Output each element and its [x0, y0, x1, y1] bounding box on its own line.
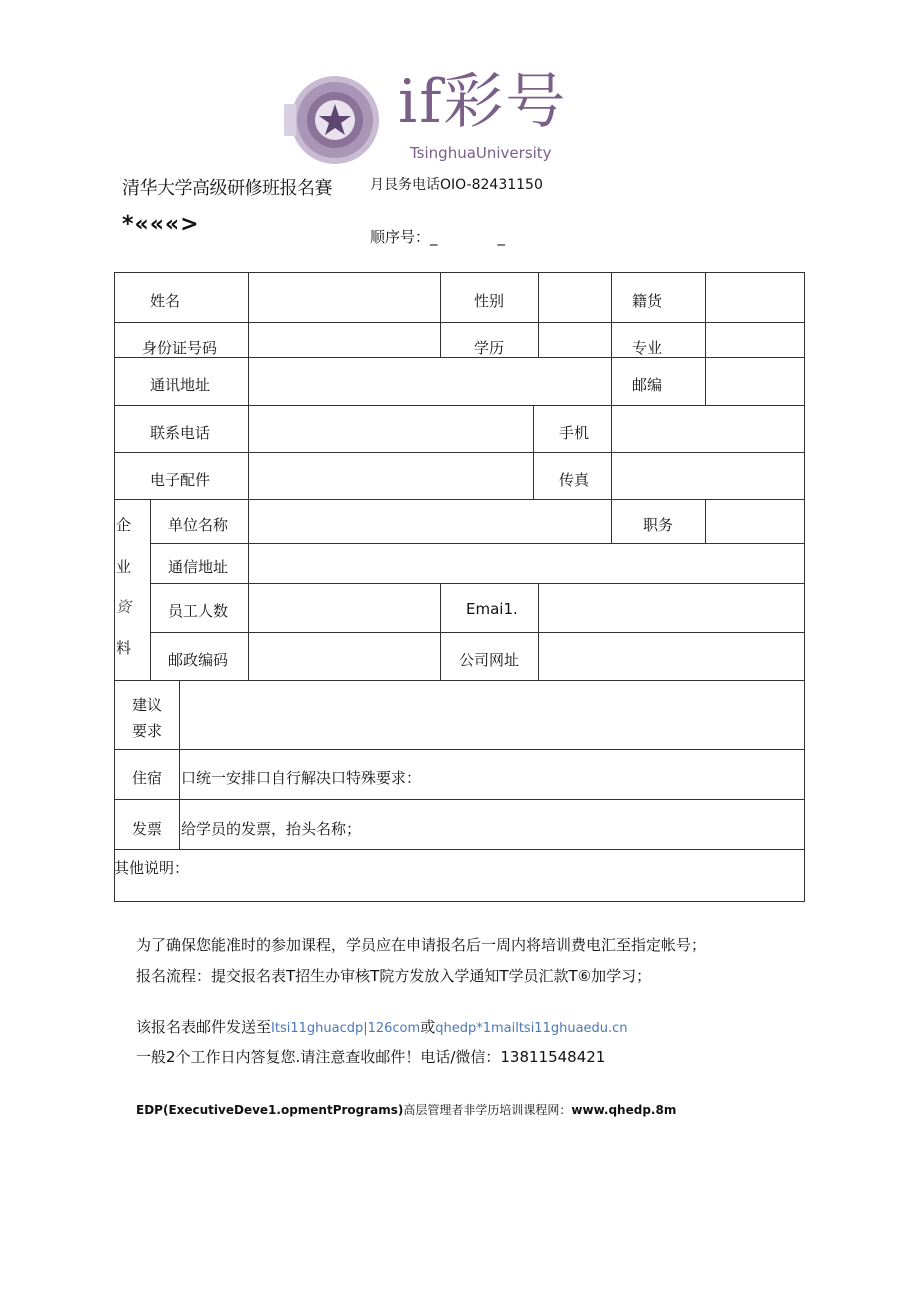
sequence-number — [370, 226, 505, 247]
postcode-label: 邮编 — [632, 376, 663, 394]
education-label: 学历 — [474, 339, 505, 357]
company-section-char-3: 资 — [116, 598, 132, 616]
company-section-char-1: 企 — [116, 516, 132, 534]
lodging-options: 口统一安排口自行解决口特殊要求： — [181, 769, 422, 787]
position-label: 职务 — [643, 516, 674, 534]
id-number-label: 身份证号码 — [142, 339, 218, 357]
company-email-label: Emai1. — [466, 600, 518, 618]
email-instruction — [136, 1016, 628, 1037]
reply-note: 一般2个工作日内答复您.请注意查收邮件！电话/微信：13811548421 — [136, 1048, 606, 1066]
email-instruction-prefix: 该报名表邮件发送至 — [136, 1018, 272, 1036]
invoice-text: 给学员的发票，抬头名称； — [181, 820, 362, 838]
gender-label: 性别 — [474, 292, 505, 310]
email-instruction-mid: 或 — [420, 1018, 436, 1036]
program-website[interactable]: www.qhedp.8m — [571, 1103, 677, 1117]
name-label: 姓名 — [150, 292, 181, 310]
sequence-label: 顺序号：_ — [370, 228, 438, 246]
suggestion-label-line1: 建议 — [132, 696, 163, 714]
contact-phone-label: 联系电话 — [150, 424, 211, 442]
company-postcode-label: 邮政编码 — [168, 651, 229, 669]
logo-subtitle: TsinghuaUniversity — [410, 144, 552, 162]
program-name: EDP(ExecutiveDeve1.opmentPrograms) — [136, 1103, 404, 1117]
other-notes-label: 其他说明： — [114, 859, 190, 877]
university-seal-icon — [280, 74, 384, 166]
company-section-char-2: 业 — [116, 558, 132, 576]
suggestion-label-line2: 要求 — [132, 722, 163, 740]
registration-process: 报名流程：提交报名表T招生办审核T院方发放入学通知T学员汇款T⑥加学习； — [136, 967, 652, 985]
form-title: 清华大学高级研修班报名賽 — [122, 178, 332, 199]
native-place-label: 籍货 — [632, 292, 663, 310]
fax-label: 传真 — [559, 471, 590, 489]
address-label: 通讯地址 — [150, 376, 211, 394]
company-address-label: 通信地址 — [168, 558, 229, 576]
company-name-label: 单位名称 — [168, 516, 229, 534]
email-link-1[interactable]: Itsi11ghuacdp|126com — [271, 1021, 421, 1036]
payment-note: 为了确保您能准时的参加课程，学员应在申请报名后一周内将培训费电汇至指定帐号； — [136, 936, 707, 954]
company-section-char-4: 料 — [116, 639, 132, 657]
staff-count-label: 员工人数 — [168, 602, 229, 620]
service-phone: 月艮务电话OIO-82431150 — [370, 177, 543, 193]
invoice-label: 发票 — [132, 820, 163, 838]
website-label: 公司网址 — [459, 651, 520, 669]
course-code: *«««> — [122, 212, 200, 237]
sequence-tail: _ — [497, 228, 506, 246]
logo-text: if彩号 — [398, 67, 568, 137]
email-label: 电子配件 — [150, 471, 211, 489]
footer-line — [136, 1101, 676, 1118]
email-link-2[interactable]: qhedp*1mailtsi11ghuaedu.cn — [435, 1021, 628, 1036]
lodging-label: 住宿 — [132, 769, 163, 787]
major-label: 专业 — [632, 339, 663, 357]
mobile-label: 手机 — [559, 424, 590, 442]
program-description: 高层管理者非学历培训课程网： — [403, 1103, 572, 1117]
